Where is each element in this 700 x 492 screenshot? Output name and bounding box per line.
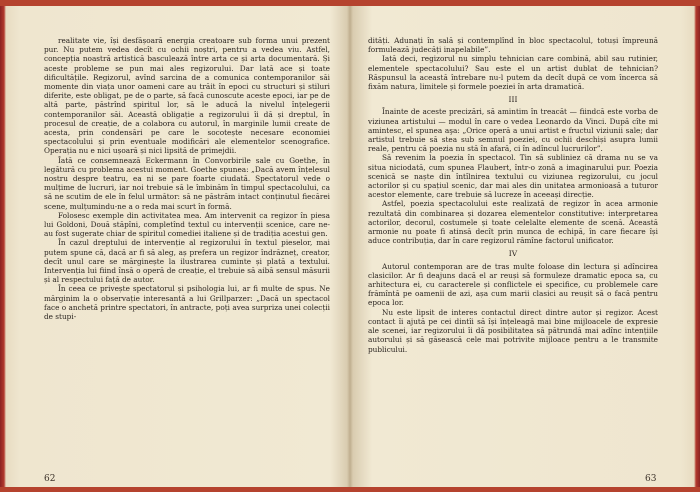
left-paragraph: În ceea ce privește spectatorul și psihologia lui, ar fi multe de spus. Ne mărginim la o observație interesantă a lui Grillparzer: „Dacă un spectacol face o anchetă printre spectatori, în antracte, poți avea surpriza unei colecții de stupi-: [44, 284, 330, 322]
book-bottom-edge: [0, 487, 700, 492]
left-page: [44, 36, 330, 321]
right-paragraph: Nu este lipsit de interes contactul direct dintre autor și regizor. Acest contact îi ajută pe cei dintîi să își înțeleagă mai bine mijloacele de expresie ale scenei, iar regizorului îi dă posibilitatea să pătrundă mai adînc intențiile autorului și să găsească cele mai potrivite mijloace pentru a le transmite publicului.: [368, 307, 658, 354]
left-paragraph: În cazul dreptului de intervenție al regizorului în textul pieselor, mai putem spune că, dacă ar fi să aleg, aș prefera un regizor îndrăzneț, creator, decît unul care se mărginește la ilustrarea cuminte și plată a textului. Intervenția lui fiind însă o operă de creație, el trebuie să aibă sensul măsurii și al respectului față de autor.: [44, 238, 330, 285]
section-heading-iii: III: [508, 95, 518, 105]
right-paragraph: Să revenim la poezia în spectacol. Tin să subliniez că drama nu se va situa niciodată, cum spunea Flaubert, într-o zonă a imaginarului pur. Poezia scenică se naște din întîlnirea textului cu viziunea regizorului, cu jocul actorilor și cu spațiul scenic, dar mai ales din unitatea armonioasă a tuturor acestor elemente, care trebuie să lucreze în aceeași direcție.: [368, 153, 658, 200]
right-paragraph: Înainte de aceste precizări, să amintim în treacăt — fiindcă este vorba de viziunea artistului — modul în care o vedea Leonardo da Vinci. După cîte mi amintesc, el spunea aşa: „Orice operă a unui artist e fructul viziunii sale; dar artistul trebuie să stea sub semnul poeziei, cu ochii deschiși asupra lumii reale, pentru că poezia nu stă în afară, ci în adîncul lucrurilor”.: [368, 107, 658, 154]
right-page: [368, 36, 658, 354]
book-top-edge: [0, 0, 700, 6]
right-paragraph: Astfel, poezia spectacolului este realizată de regizor în acea armonie rezultată din combinarea și dozarea elementelor constitutive: interpretarea actorilor, decorul, costumele și toate celelalte elemente de scenă. Această armonie nu poate fi atinsă decît prin munca de echipă, în care fiecare își aduce contribuția, dar în care regizorul rămîne factorul unificator.: [368, 199, 658, 246]
left-paragraph: Îată ce consemnează Eckermann în Convorbirile sale cu Goethe, în legătură cu problema acestui moment. Goethe spunea: „Dacă avem înțelesul nostru despre teatru, ea ni se pare foarte ciudată. Spectatorul vede o mulțime de lucruri, iar noi trebuie să le îmbinăm în timpul spectacolului, ca să ne scutim de ele în felul următor: să ne păstrăm intact conținutul fiecărei scene, mulțumindu-ne a o reda mai scurt în formă.: [44, 155, 330, 211]
left-paragraph: Folosesc exemple din activitatea mea. Am intervenit ca regizor în piesa lui Goldoni, Două stăpîni, completînd textul cu intervenții scenice, care ne-au fost sugerate chiar de spiritul comediei italiene și de tradiția acestui gen.: [44, 210, 330, 239]
section-heading-iv: IV: [508, 249, 518, 259]
left-page-number: 62: [44, 474, 56, 484]
right-paragraph: dități. Adunați în sală și contemplînd în bloc spectacolul, totuși împreună formulează judecăți inapelabile”.: [368, 36, 658, 55]
right-page-number: 63: [645, 474, 657, 484]
right-paragraph: Autorul contemporan are de tras multe foloase din lectura și adîncirea clasicilor. Ar fi deajuns dacă el ar reuși să formuleze dramatic epoca sa, cu arhitectura ei, cu caracterele și conflictele ei specifice, cu problemele care frămîntă pe oamenii de azi, așa cum marii clasici au reușit să o facă pentru epoca lor.: [368, 261, 658, 308]
right-paragraph: Iată deci, regizorul nu simplu tehnician care combină, abil sau rutinier, elementele spectacolului? Sau este el un artist dublat de tehnician? Răspunsul la această întrebare nu-l putem da decît după ce vom încerca să fixăm natura, limitele și formele poeziei în arta dramatică.: [368, 54, 658, 92]
left-paragraph: realitate vie, își desfășoară energia creatoare sub forma unui prezent pur. Nu putem vedea decît cu ochii noștri, pentru a vedea viu. Astfel, concepția noastră artistică basculează între arta ce și arta documentară. Și aceste probleme se pun mai ales regizorului. Dar lată ace și toate dificultățile. Regizorul, avînd sarcina de a comunica contemporanilor săi momente din viața unor oameni care au trăit în epoci cu structuri și stiluri diferite, este obligat, pe de o parte, să facă cunoscute aceste epoci, iar pe de altă parte, păstrînd spiritul lor, să le aducă la nivelul înțelegerii contemporanilor săi. Această obligație a regizorului îi dă și dreptul, în procesul de creație, de a colabora cu autorul, în marginile lumii create de acesta, prin condensări pe care le socotește necesare economiei spectacolului și prin eventuale modificări ale elementelor scenografice. Operația nu e nici ușoară și nici lipsită de primejdii.: [44, 36, 330, 156]
